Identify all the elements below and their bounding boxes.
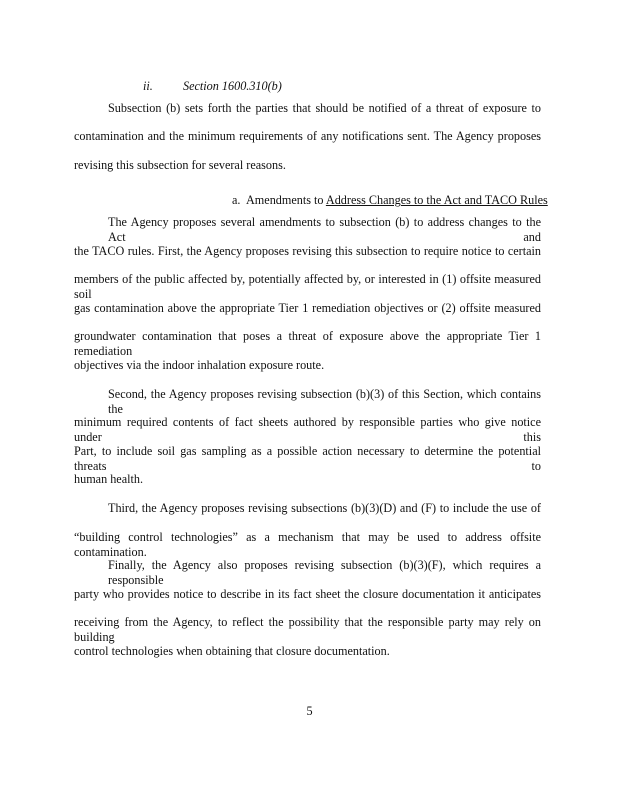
paragraph-line: Subsection (b) sets forth the parties that should be notified of a threat of exposure to — [108, 100, 541, 115]
paragraph-line: Third, the Agency proposes revising subsections (b)(3)(D) and (F) to include the use of — [108, 500, 541, 515]
paragraph-line: party who provides notice to describe in its fact sheet the closure documentation it anticipates — [74, 586, 541, 601]
paragraph-5 — [74, 558, 541, 672]
paragraph-line: receiving from the Agency, to reflect the possibility that the responsible party may rely on building — [74, 615, 541, 644]
subheading-number: a. — [232, 193, 241, 208]
paragraph-3 — [74, 387, 541, 501]
paragraph-line: groundwater contamination that poses a threat of exposure above the appropriate Tier 1 remediation — [74, 329, 541, 358]
paragraph-4 — [74, 501, 541, 558]
paragraph-line: members of the public affected by, potentially affected by, or interested in (1) offsite measured soil — [74, 272, 541, 301]
subheading — [74, 186, 548, 215]
subheading-title — [246, 186, 548, 215]
paragraph-line: minimum required contents of fact sheets authored by responsible parties who give notice under this — [74, 415, 541, 444]
paragraph-line: Second, the Agency proposes revising subsection (b)(3) of this Section, which contains the — [108, 386, 541, 416]
paragraph-line: Part, to include soil gas sampling as a possible action necessary to determine the potential threats to — [74, 443, 541, 473]
paragraph-line: The Agency proposes several amendments to subsection (b) to address changes to the Act and — [108, 214, 541, 244]
paragraph-line: contamination and the minimum requirements of any notifications sent. The Agency proposes — [74, 129, 541, 144]
paragraph-line: human health. — [74, 472, 144, 487]
document-body — [74, 72, 548, 672]
page-number: 5 — [306, 704, 313, 718]
paragraph-line: “building control technologies” as a mechanism that may be used to address offsite contamination. — [74, 529, 541, 559]
paragraph-1 — [74, 101, 541, 187]
paragraph-2 — [74, 215, 541, 387]
paragraph-line: the TACO rules. First, the Agency proposes revising this subsection to require notice to certain — [74, 243, 541, 258]
section-heading — [74, 72, 541, 101]
paragraph-line: gas contamination above the appropriate Tier 1 remediation objectives or (2) offsite measured — [74, 300, 541, 315]
paragraph-line: objectives via the indoor inhalation exposure route. — [74, 357, 325, 372]
section-title: Section 1600.310(b) — [183, 79, 282, 93]
paragraph-line: Finally, the Agency also proposes revising subsection (b)(3)(F), which requires a responsible — [108, 558, 541, 587]
section-number: ii. — [143, 79, 153, 93]
subheading-underlined: Address Changes to the Act and TACO Rules — [325, 193, 548, 208]
paragraph-line: control technologies when obtaining that closure documentation. — [74, 643, 390, 658]
paragraph-line: revising this subsection for several reasons. — [74, 157, 286, 172]
subheading-prefix: Amendments to — [246, 193, 326, 208]
